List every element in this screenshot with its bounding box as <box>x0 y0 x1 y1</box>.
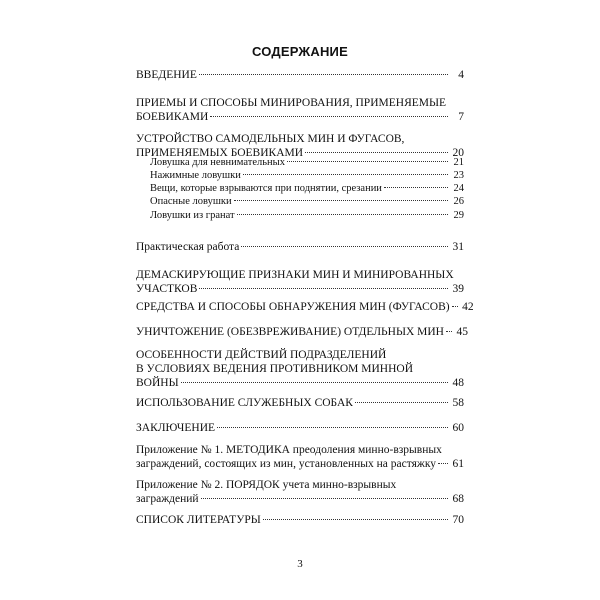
toc-entry-line <box>136 396 464 410</box>
dot-leader <box>181 382 448 383</box>
toc-entry-line <box>136 492 464 506</box>
toc-entry <box>150 195 464 209</box>
toc-entry-title-line: Приложение № 2. ПОРЯДОК учета минно-взрывных <box>136 479 397 491</box>
toc-entry <box>136 325 468 339</box>
dot-leader <box>217 427 448 428</box>
toc-entry-line <box>136 513 464 527</box>
toc-entry-page: 45 <box>456 326 468 338</box>
toc-entry-line <box>150 209 464 223</box>
toc-entry <box>136 396 464 410</box>
dot-leader <box>438 463 448 464</box>
toc-entry-title: СПИСОК ЛИТЕРАТУРЫ <box>136 514 261 526</box>
dot-leader <box>287 161 448 162</box>
toc-entry-title: заграждений <box>136 493 199 505</box>
toc-entry-title: ЗАКЛЮЧЕНИЕ <box>136 422 216 434</box>
dot-leader <box>201 498 448 499</box>
toc-entry-title-line: ДЕМАСКИРУЮЩИЕ ПРИЗНАКИ МИН И МИНИРОВАННЫХ <box>136 269 454 281</box>
toc-entry <box>136 348 464 390</box>
toc-entry-page: 39 <box>452 283 464 295</box>
toc-entry-title: ВОЙНЫ <box>136 377 179 389</box>
toc-entry-page: 61 <box>452 458 464 470</box>
dot-leader <box>446 331 452 332</box>
dot-leader <box>241 246 448 247</box>
toc-entry-line <box>136 300 474 314</box>
toc-entry <box>136 268 464 296</box>
toc-entry-title: БОЕВИКАМИ <box>136 111 209 123</box>
toc-entry-page: 26 <box>453 196 464 207</box>
page-number: 3 <box>297 558 303 570</box>
toc-entry <box>136 68 464 82</box>
toc-entry-line <box>150 156 464 170</box>
toc-entry-page: 70 <box>452 514 464 526</box>
toc-entry-page: 21 <box>453 157 464 168</box>
toc-entry-page: 23 <box>453 170 464 181</box>
toc-entry-page: 60 <box>452 422 464 434</box>
toc-entry-line <box>136 325 468 339</box>
dot-leader <box>452 306 458 307</box>
dot-leader <box>305 152 448 153</box>
toc-entry-title: ВВЕДЕНИЕ <box>136 69 197 81</box>
toc-entry-page: 68 <box>452 493 464 505</box>
toc-entry-page: 42 <box>462 301 474 313</box>
toc-entry-line <box>136 457 464 471</box>
toc-entry <box>150 209 464 223</box>
toc-entry <box>150 182 464 196</box>
dot-leader <box>384 187 448 188</box>
toc-entry-title: СРЕДСТВА И СПОСОБЫ ОБНАРУЖЕНИЯ МИН (ФУГАСОВ) <box>136 301 450 313</box>
toc-entry-line <box>150 182 464 196</box>
toc-entry <box>150 156 464 170</box>
toc-entry-page: 29 <box>453 210 464 221</box>
toc-entry <box>136 421 464 435</box>
toc-entry-title-line: Приложение № 1. МЕТОДИКА преодоления минно-взрывных <box>136 444 442 456</box>
toc-entry-page: 20 <box>452 147 464 159</box>
toc-entry <box>150 169 464 183</box>
toc-entry <box>136 478 464 506</box>
toc-entry-title: Ловушка для невнимательных <box>150 157 285 168</box>
dot-leader <box>210 116 448 117</box>
toc-entry-title: УНИЧТОЖЕНИЕ (ОБЕЗВРЕЖИВАНИЕ) ОТДЕЛЬНЫХ МИН <box>136 326 444 338</box>
toc-entry-page: 7 <box>458 111 464 123</box>
toc-entry <box>136 240 464 254</box>
toc-entry-title-line: В УСЛОВИЯХ ВЕДЕНИЯ ПРОТИВНИКОМ МИННОЙ <box>136 363 414 375</box>
toc-entry-title: Нажимные ловушки <box>150 170 241 181</box>
dot-leader <box>243 174 448 175</box>
toc-entry-line <box>136 68 464 82</box>
toc-entry-page: 4 <box>458 69 464 81</box>
dot-leader <box>199 288 448 289</box>
toc-entry <box>136 443 464 471</box>
toc-entry-page: 24 <box>453 183 464 194</box>
dot-leader <box>234 200 448 201</box>
dot-leader <box>263 519 448 520</box>
toc-entry-line <box>150 169 464 183</box>
toc-entry-title: заграждений, состоящих из мин, установленных на растяжку <box>136 458 436 470</box>
toc-entry <box>136 513 464 527</box>
toc-entry-line <box>150 195 464 209</box>
toc-entry-title: ПРИМЕНЯЕМЫХ БОЕВИКАМИ <box>136 147 304 159</box>
toc-entry-line <box>136 110 464 124</box>
toc-entry-page: 31 <box>452 241 464 253</box>
toc-entry-line <box>136 282 464 296</box>
toc-entry-title: УЧАСТКОВ <box>136 283 198 295</box>
toc-entry-title: Опасные ловушки <box>150 196 232 207</box>
toc-entry-title-line: УСТРОЙСТВО САМОДЕЛЬНЫХ МИН И ФУГАСОВ, <box>136 133 405 145</box>
toc-entry-title: ИСПОЛЬЗОВАНИЕ СЛУЖЕБНЫХ СОБАК <box>136 397 353 409</box>
toc-entry <box>136 300 474 314</box>
toc-entry-line <box>136 240 464 254</box>
toc-title: СОДЕРЖАНИЕ <box>252 44 348 59</box>
toc-entry-page: 48 <box>452 377 464 389</box>
toc-entry-line <box>136 421 464 435</box>
toc-entry-title-line: ПРИЕМЫ И СПОСОБЫ МИНИРОВАНИЯ, ПРИМЕНЯЕМЫЕ <box>136 97 447 109</box>
toc-entry-line <box>136 376 464 390</box>
toc-entry-title-line: ОСОБЕННОСТИ ДЕЙСТВИЙ ПОДРАЗДЕЛЕНИЙ <box>136 349 387 361</box>
toc-entry-title: Вещи, которые взрываются при поднятии, срезании <box>150 183 382 194</box>
toc-entry-title: Ловушки из гранат <box>150 210 235 221</box>
toc-entry-title: Практическая работа <box>136 241 240 253</box>
dot-leader <box>237 214 448 215</box>
dot-leader <box>199 74 448 75</box>
toc-entry <box>136 96 464 124</box>
dot-leader <box>355 402 448 403</box>
toc-entry-page: 58 <box>452 397 464 409</box>
